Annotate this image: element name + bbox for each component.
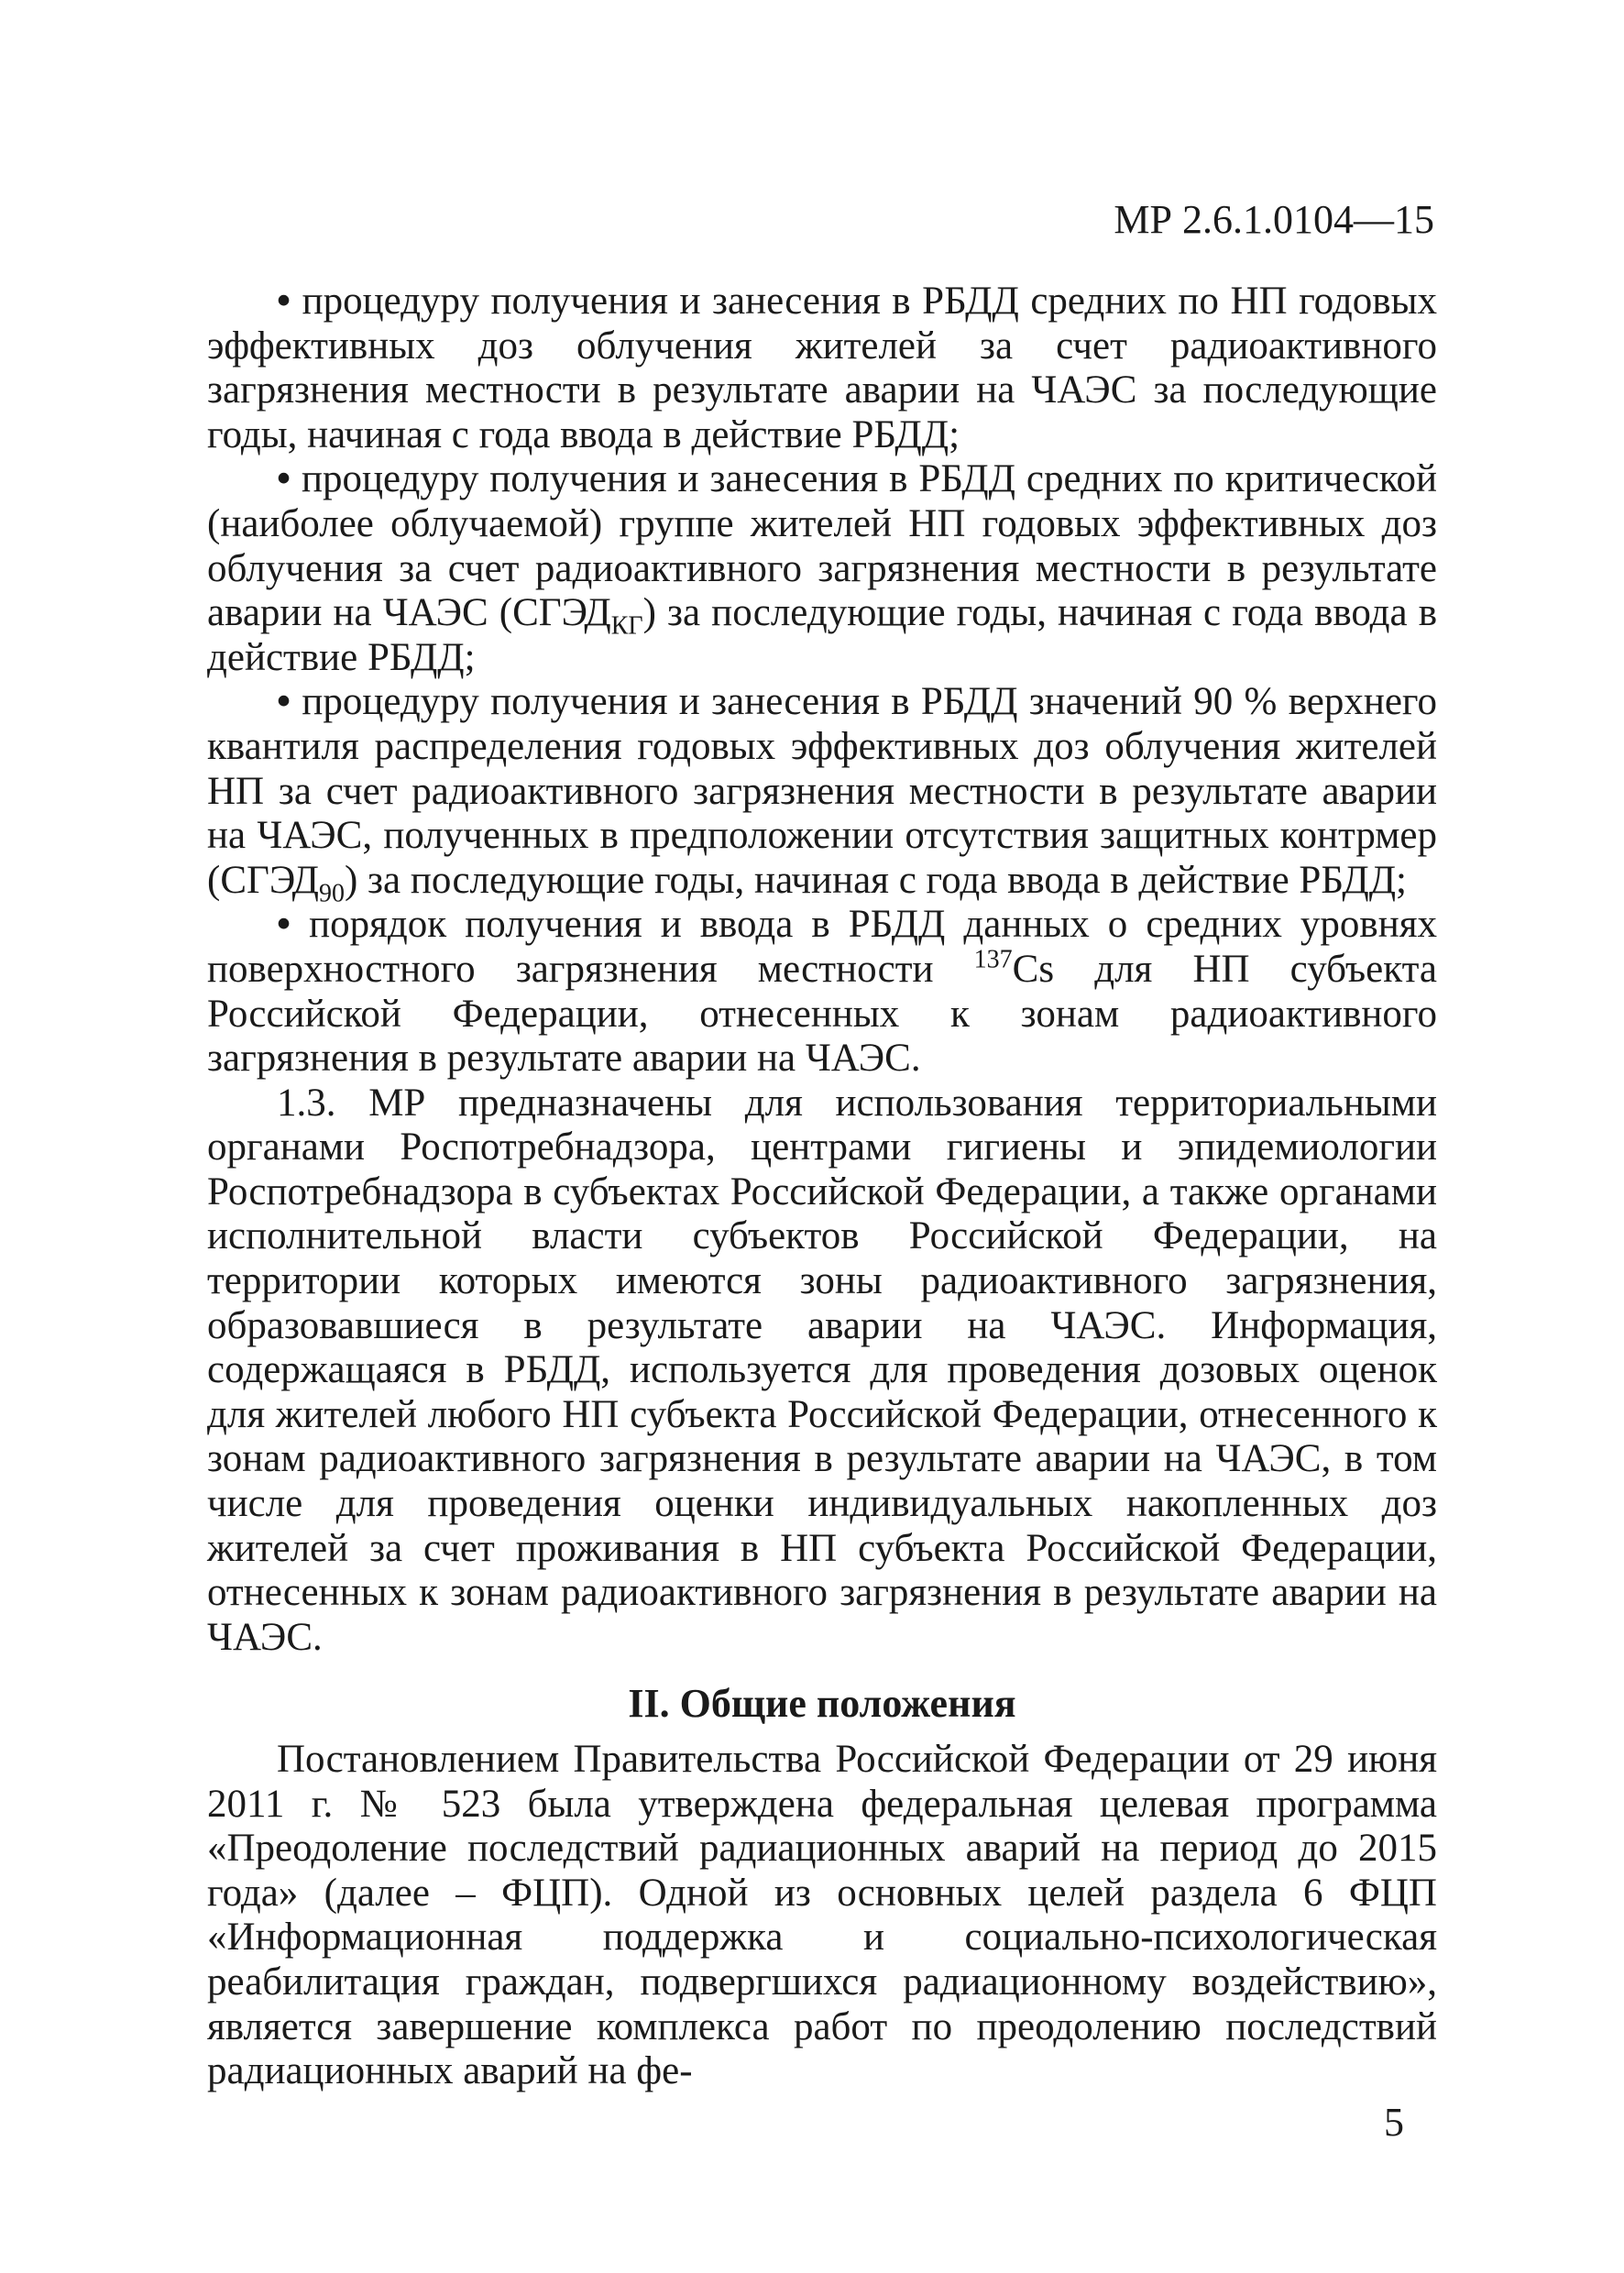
page-number: 5 — [1384, 2100, 1404, 2145]
subscript: 90 — [318, 879, 345, 908]
bullet-text: порядок получения и ввода в РБДД данных о средних уровнях поверхностного загрязнения местности — [207, 903, 1437, 991]
bullet-text: ) за последующие годы, начиная с года ввода в действие РБДД; — [207, 591, 1437, 679]
bullet-item — [207, 680, 1437, 908]
bullet-marker: • — [277, 457, 291, 501]
bullet-text: процедуру получения и занесения в РБДД средних по критической (наиболее облучаемой) группе жителей НП годовых эффективных доз облучения за счет радиоактивного загрязнения местности в результате аварии на ЧАЭС (СГЭД — [207, 457, 1437, 635]
superscript: 137 — [973, 945, 1013, 974]
bullet-marker: • — [277, 680, 291, 724]
bullet-marker: • — [277, 280, 291, 323]
document-code-header: МР 2.6.1.0104—15 — [1114, 197, 1434, 242]
bullet-item — [207, 903, 1437, 1081]
bullet-marker: • — [277, 903, 291, 947]
document-body — [207, 280, 1437, 2094]
bullet-text: ) за последующие годы, начиная с года ввода в действие РБДД; — [344, 858, 1407, 902]
subscript: КГ — [610, 611, 643, 641]
bullet-text: процедуру получения и занесения в РБДД значений 90 % верхнего квантиля распределения годовых эффективных доз облучения жителей НП за счет радиоактивного загрязнения местности в результате аварии на ЧАЭС, полученных в предположении отсутствия защитных контрмер (СГЭД — [207, 680, 1437, 902]
section-paragraph: Постановлением Правительства Российской Федерации от 29 июня 2011 г. № 523 была утверждена федеральная целевая программа «Преодоление последствий радиационных аварий на период до 2015 года» (далее – ФЦП). Одной из основных целей раздела 6 ФЦП «Информационная поддержка и социально-психологическая реабилитация граждан, подвергшихся радиационному воздействию», является завершение комплекса работ по преодолению последствий радиационных аварий на фе- — [207, 1738, 1437, 2093]
section-heading: II. Общие положения — [628, 1681, 1016, 1727]
bullet-text: Cs для НП субъекта Российской Федерации, отнесенных к зонам радиоактивного загрязнения в результате аварии на ЧАЭС. — [207, 947, 1437, 1081]
bullet-item — [207, 457, 1437, 680]
paragraph-1-3: 1.3. МР предназначены для использования территориальными органами Роспотребнадзора, центрами гигиены и эпидемиологии Роспотребнадзора в субъектах Российской Федерации, а также органами исполнительной власти субъектов Российской Федерации, на территории которых имеются зоны радиоактивного загрязнения, образовавшиеся в результате аварии на ЧАЭС. Информация, содержащаяся в РБДД, используется для проведения дозовых оценок для жителей любого НП субъекта Российской Федерации, отнесенного к зонам радиоактивного загрязнения в результате аварии на ЧАЭС, в том числе для проведения оценки индивидуальных накопленных доз жителей за счет проживания в НП субъекта Российской Федерации, отнесенных к зонам радиоактивного загрязнения в результате аварии на ЧАЭС. — [207, 1081, 1437, 1659]
bullet-text: процедуру получения и занесения в РБДД средних по НП годовых эффективных доз облучения жителей за счет радиоактивного загрязнения местности в результате аварии на ЧАЭС за последующие годы, начиная с года ввода в действие РБДД; — [207, 280, 1437, 456]
bullet-item — [207, 280, 1437, 457]
